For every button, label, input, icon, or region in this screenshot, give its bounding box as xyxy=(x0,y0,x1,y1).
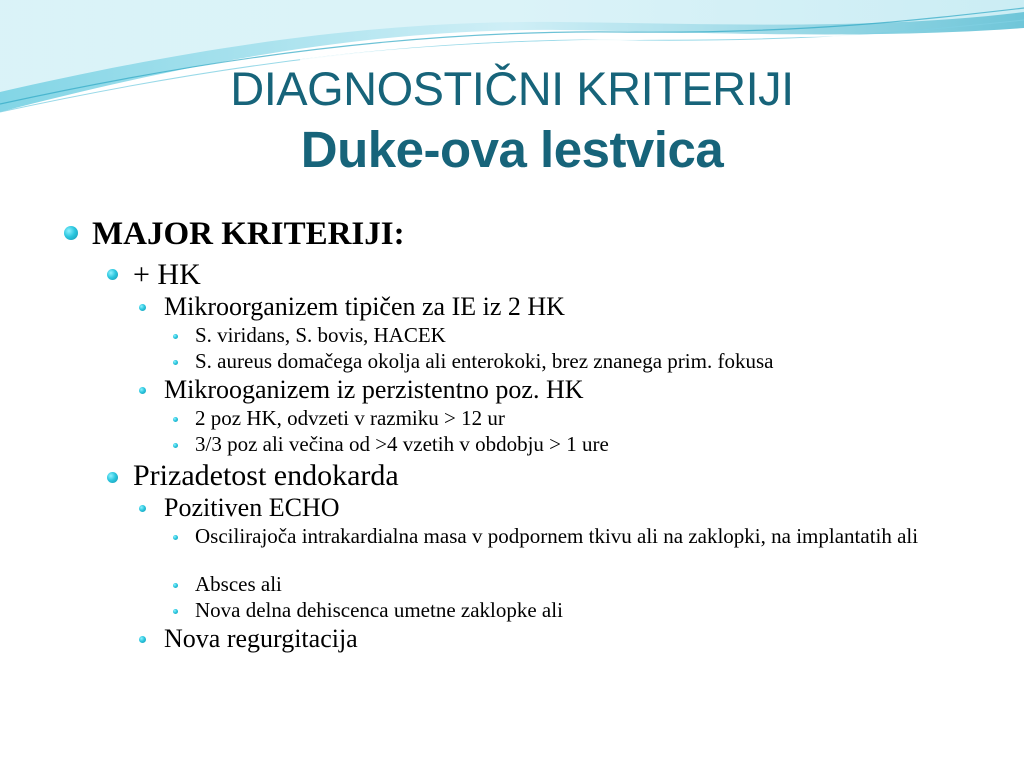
bullet-text: + HK xyxy=(133,258,201,291)
bullet-dot-icon xyxy=(173,443,178,448)
bullet-dot-icon xyxy=(173,360,178,365)
bullet-dot-icon xyxy=(139,304,146,311)
bullet-text: Absces ali xyxy=(195,572,282,596)
bullet-text: Prizadetost endokarda xyxy=(133,459,399,492)
bullet-dot-icon xyxy=(173,535,178,540)
bullet-dot-icon xyxy=(107,269,118,280)
title-line-2: Duke-ova lestvica xyxy=(300,121,724,178)
bullet-dot-icon xyxy=(107,472,118,483)
bullet-text: Mikrooganizem iz perzistentno poz. HK xyxy=(164,375,584,404)
bullet-text: Mikroorganizem tipičen za IE iz 2 HK xyxy=(164,292,565,321)
bullet-dot-icon xyxy=(173,334,178,339)
bullet-text: Nova regurgitacija xyxy=(164,624,358,653)
bullet-text: Pozitiven ECHO xyxy=(164,493,340,522)
bullet-text: S. aureus domačega okolja ali enterokoki, brez znanega prim. fokusa xyxy=(195,349,774,373)
bullet-dot-icon xyxy=(139,387,146,394)
bullet-dot-icon xyxy=(173,417,178,422)
bullet-dot-icon xyxy=(139,636,146,643)
bullet-text: 3/3 poz ali večina od >4 vzetih v obdobju > 1 ure xyxy=(195,432,609,456)
bullet-text: MAJOR KRITERIJI: xyxy=(92,216,405,252)
bullet-dot-icon xyxy=(64,226,78,240)
bullet-dot-icon xyxy=(173,609,178,614)
bullet-text: Oscilirajoča intrakardialna masa v podpornem tkivu ali na zaklopki, na implantatih ali xyxy=(195,524,919,548)
bullet-text: 2 poz HK, odvzeti v razmiku > 12 ur xyxy=(195,406,505,430)
bullet-text: Nova delna dehiscenca umetne zaklopke ali xyxy=(195,598,563,622)
title-line-1: DIAGNOSTIČNI KRITERIJI xyxy=(230,62,794,115)
bullet-dot-icon xyxy=(173,583,178,588)
bullet-dot-icon xyxy=(139,505,146,512)
bullet-text: S. viridans, S. bovis, HACEK xyxy=(195,323,446,347)
